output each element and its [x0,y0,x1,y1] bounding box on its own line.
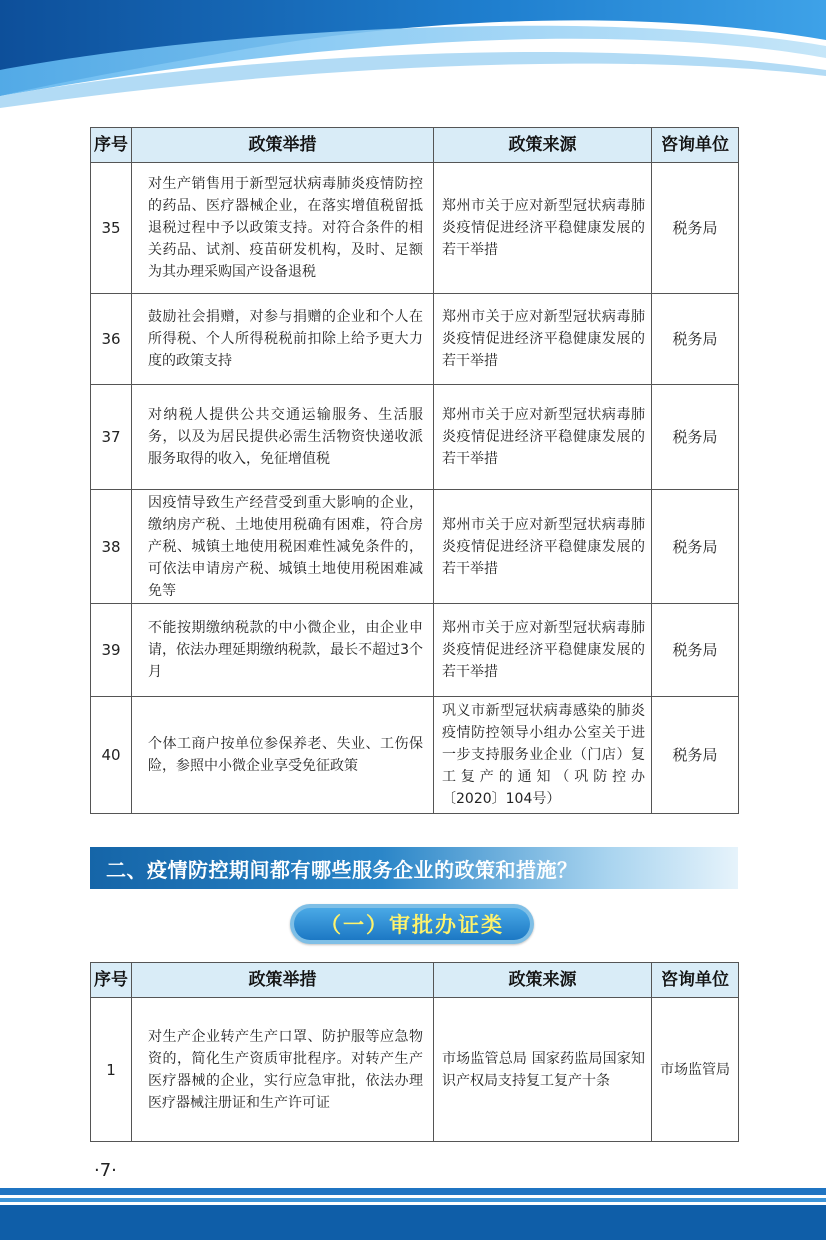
row-unit: 税务局 [652,697,739,814]
page-number: ·7· [94,1160,117,1181]
row-measure: 个体工商户按单位参保养老、失业、工伤保险，参照中小微企业享受免征政策 [132,697,434,814]
row-unit: 税务局 [652,490,739,604]
row-source: 郑州市关于应对新型冠状病毒肺炎疫情促进经济平稳健康发展的若干举措 [434,490,652,604]
subsection-pill [290,904,534,944]
table-row [91,163,739,294]
table-row [91,385,739,490]
table-header-row [91,128,739,163]
row-unit: 税务局 [652,294,739,385]
header-source: 政策来源 [434,128,652,163]
table-header-row [91,963,739,998]
section-heading-bar [90,847,738,889]
row-index: 40 [91,697,132,814]
row-measure: 因疫情导致生产经营受到重大影响的企业，缴纳房产税、土地使用税确有困难，符合房产税、城镇土地使用税困难性减免条件的，可依法申请房产税、城镇土地使用税困难减免等 [132,490,434,604]
row-unit: 税务局 [652,385,739,490]
row-index: 35 [91,163,132,294]
header-measure: 政策举措 [132,128,434,163]
row-measure: 不能按期缴纳税款的中小微企业，由企业申请，依法办理延期缴纳税款，最长不超过3个月 [132,604,434,697]
row-source: 郑州市关于应对新型冠状病毒肺炎疫情促进经济平稳健康发展的若干举措 [434,294,652,385]
table-row [91,697,739,814]
header-index: 序号 [91,963,132,998]
row-index: 1 [91,998,132,1142]
row-measure: 对纳税人提供公共交通运输服务、生活服务，以及为居民提供必需生活物资快递收派服务取得的收入，免征增值税 [132,385,434,490]
header-source: 政策来源 [434,963,652,998]
row-measure: 对生产企业转产生产口罩、防护服等应急物资的，简化生产资质审批程序。对转产生产医疗器械的企业，实行应急审批，依法办理医疗器械注册证和生产许可证 [132,998,434,1142]
row-index: 39 [91,604,132,697]
table-row [91,998,739,1142]
bottom-band-decoration [0,1188,826,1240]
header-index: 序号 [91,128,132,163]
row-unit: 市场监管局 [652,998,739,1142]
row-source: 郑州市关于应对新型冠状病毒肺炎疫情促进经济平稳健康发展的若干举措 [434,604,652,697]
table-row [91,604,739,697]
table-row [91,294,739,385]
table-row [91,490,739,604]
row-source: 市场监管总局 国家药监局国家知识产权局支持复工复产十条 [434,998,652,1142]
subsection-title: （一）审批办证类 [320,913,504,937]
row-measure: 对生产销售用于新型冠状病毒肺炎疫情防控的药品、医疗器械企业，在落实增值税留抵退税过程中予以政策支持。对符合条件的相关药品、试剂、疫苗研发机构，及时、足额为其办理采购国产设备退税 [132,163,434,294]
policy-table-approval [90,962,739,1142]
subsection-pill-inner [294,908,530,940]
policy-table-tax [90,127,739,814]
header-unit: 咨询单位 [652,963,739,998]
row-source: 郑州市关于应对新型冠状病毒肺炎疫情促进经济平稳健康发展的若干举措 [434,163,652,294]
top-wave-decoration [0,0,826,115]
row-unit: 税务局 [652,163,739,294]
section-title: 二、疫情防控期间都有哪些服务企业的政策和措施？ [106,857,578,882]
row-index: 37 [91,385,132,490]
row-unit: 税务局 [652,604,739,697]
row-index: 36 [91,294,132,385]
row-measure: 鼓励社会捐赠，对参与捐赠的企业和个人在所得税、个人所得税税前扣除上给予更大力度的政策支持 [132,294,434,385]
row-index: 38 [91,490,132,604]
header-unit: 咨询单位 [652,128,739,163]
header-measure: 政策举措 [132,963,434,998]
row-source: 巩义市新型冠状病毒感染的肺炎疫情防控领导小组办公室关于进一步支持服务业企业（门店）复工复产的通知（巩防控办〔2020〕104号） [434,697,652,814]
row-source: 郑州市关于应对新型冠状病毒肺炎疫情促进经济平稳健康发展的若干举措 [434,385,652,490]
